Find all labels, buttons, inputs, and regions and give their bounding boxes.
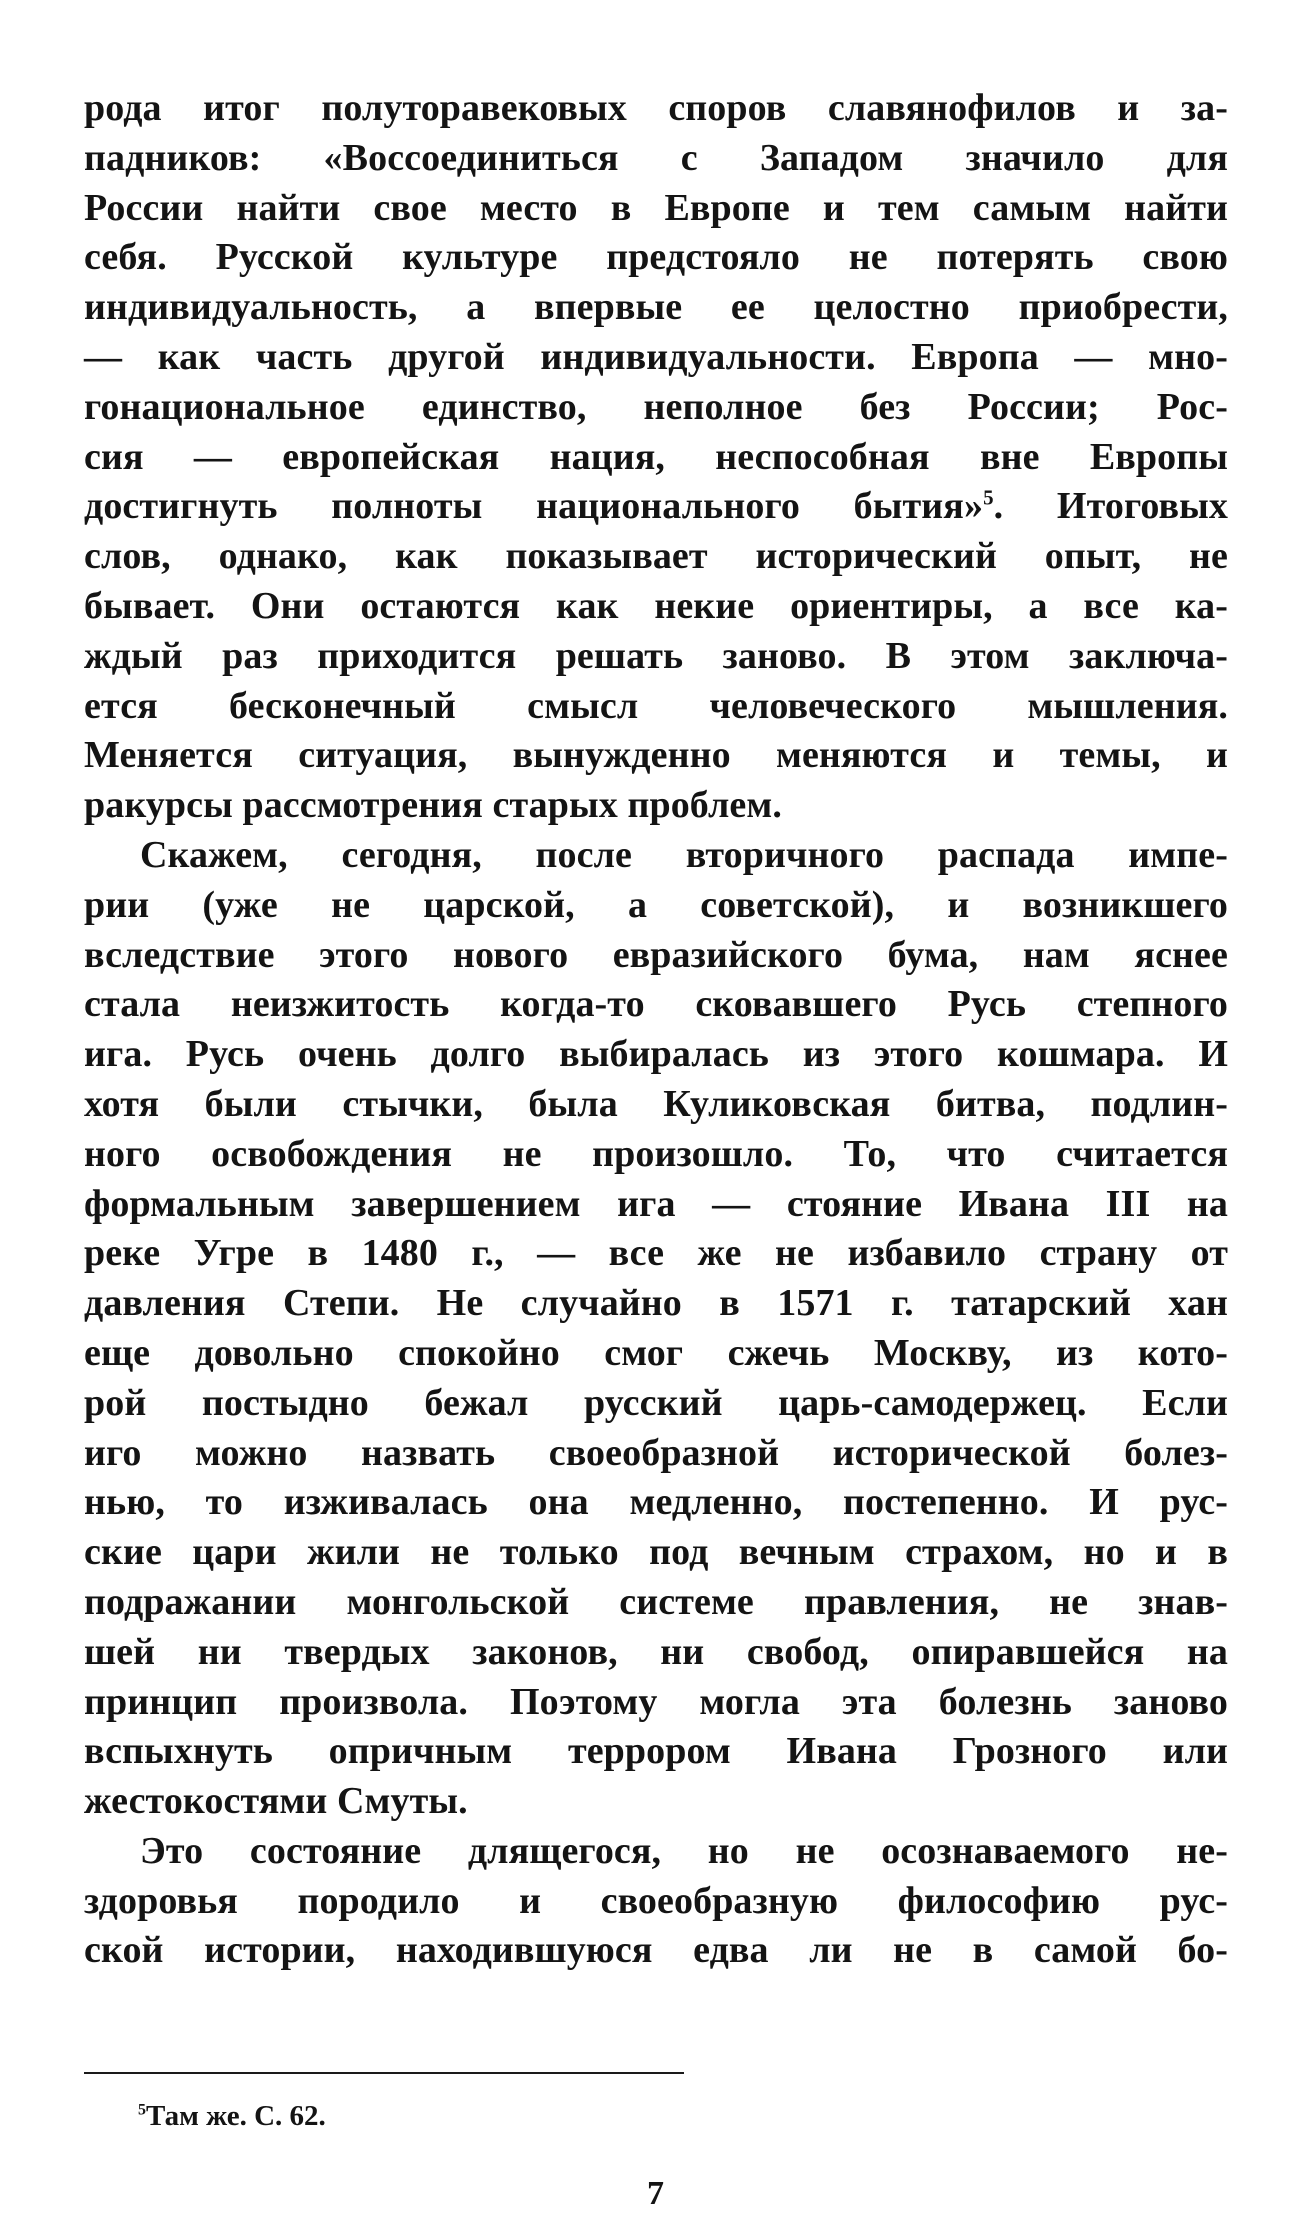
text-line: ские цари жили не только под вечным страхом, но и в (84, 1531, 1228, 1574)
text-line: давления Степи. Не случайно в 1571 г. татарский хан (84, 1282, 1228, 1325)
text-line: нью, то изживалась она медленно, постепенно. И рус- (84, 1481, 1228, 1524)
text-line: Меняется ситуация, вынужденно меняются и темы, и (84, 734, 1228, 777)
text-line: жестокостями Смуты. (84, 1780, 468, 1823)
text-line: рода итог полуторавековых споров славянофилов и за- (84, 87, 1228, 129)
footnote-divider (84, 2072, 684, 2074)
text-line: рии (уже не царской, а советской), и возникшего (84, 883, 1228, 926)
text-line: России найти свое место в Европе и тем самым найти (84, 186, 1228, 229)
paragraph-first-line: Это состояние длящегося, но не осознаваемого не- (140, 1829, 1228, 1872)
text-line: себя. Русской культуре предстояло не потерять свою (84, 236, 1228, 279)
text-segment: . Итоговых (993, 485, 1228, 528)
footnote-number: 5 (138, 2101, 146, 2119)
text-line: сия — европейская нация, неспособная вне Европы (84, 435, 1228, 478)
body-text (84, 84, 1228, 1976)
text-line: хотя были стычки, была Куликовская битва, подлин- (84, 1082, 1228, 1125)
text-line: рой постыдно бежал русский царь-самодержец. Если (84, 1381, 1228, 1424)
text-line: вспыхнуть опричным террором Ивана Грозного или (84, 1730, 1228, 1773)
footnote-text: Там же. С. 62. (145, 2100, 326, 2132)
text-line: падников: «Воссоединиться с Западом значило для (84, 136, 1228, 179)
text-line: ждый раз приходится решать заново. В этом заключа- (84, 634, 1228, 677)
text-line: формальным завершением ига — стояние Ивана III на (84, 1182, 1228, 1225)
text-line-with-footnote-ref (84, 482, 1228, 532)
text-line: гонациональное единство, неполное без России; Рос- (84, 385, 1228, 428)
text-line: ига. Русь очень долго выбиралась из этого кошмара. И (84, 1033, 1228, 1076)
paragraph-first-line: Скажем, сегодня, после вторичного распада импе- (140, 833, 1228, 876)
text-line: ного освобождения не произошло. То, что считается (84, 1132, 1228, 1175)
text-line: здоровья породило и своеобразную философию рус- (84, 1879, 1228, 1922)
text-line: вследствие этого нового евразийского бума, нам яснее (84, 933, 1228, 976)
text-line: шей ни твердых законов, ни свобод, опиравшейся на (84, 1630, 1228, 1673)
text-line: иго можно назвать своеобразной исторической болез- (84, 1431, 1228, 1474)
page-number: 7 (647, 2175, 664, 2212)
text-line: ской истории, находившуюся едва ли не в самой бо- (84, 1929, 1228, 1972)
text-segment: достигнуть полноты национального бытия» (84, 485, 984, 528)
text-line: слов, однако, как показывает исторический опыт, не (84, 535, 1228, 578)
text-line: подражании монгольской системе правления, не знав- (84, 1580, 1228, 1623)
text-line: стала неизжитость когда-то сковавшего Русь степного (84, 983, 1228, 1026)
text-line: — как часть другой индивидуальности. Европа — мно- (84, 335, 1228, 378)
text-line: индивидуальность, а впервые ее целостно приобрести, (84, 286, 1228, 329)
text-line: бывает. Они остаются как некие ориентиры, а все ка- (84, 584, 1228, 627)
text-line: еще довольно спокойно смог сжечь Москву, из кото- (84, 1331, 1228, 1374)
footnote (138, 2098, 326, 2134)
text-line: принцип произвола. Поэтому могла эта болезнь заново (84, 1680, 1228, 1723)
text-line: ракурсы рассмотрения старых проблем. (84, 784, 782, 827)
text-line: ется бесконечный смысл человеческого мышления. (84, 684, 1228, 727)
footnote-reference[interactable]: 5 (983, 485, 994, 510)
text-line: реке Угре в 1480 г., — все же не избавило страну от (84, 1232, 1228, 1275)
